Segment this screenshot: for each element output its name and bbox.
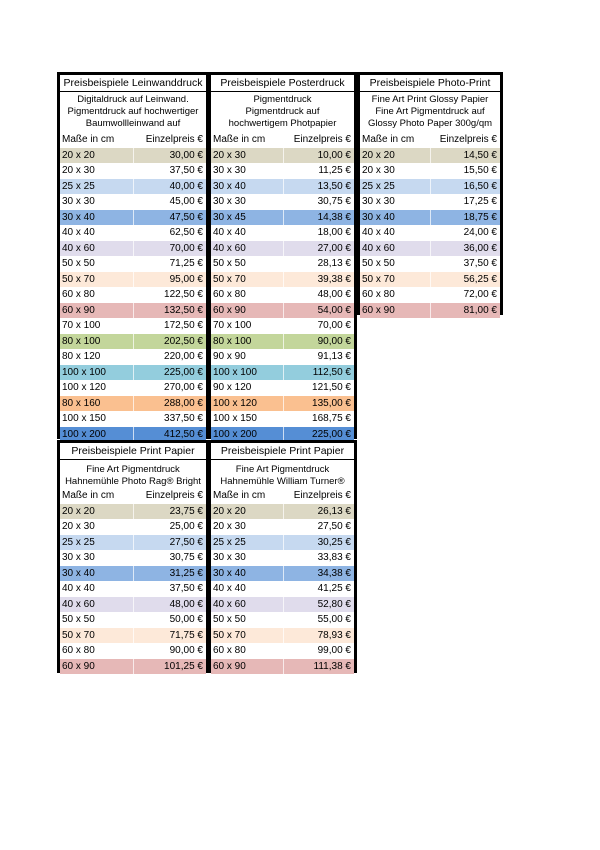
size-cell: 50 x 50 bbox=[211, 612, 284, 628]
size-cell: 60 x 80 bbox=[211, 287, 284, 303]
column-header-price: Einzelpreis € bbox=[284, 132, 354, 148]
price-table-print-papier-rag bbox=[57, 440, 209, 673]
price-cell: 45,00 € bbox=[169, 196, 203, 207]
table-row bbox=[360, 194, 500, 210]
price-cell: 18,00 € bbox=[317, 227, 351, 238]
table-row bbox=[60, 194, 206, 210]
size-cell: 100 x 150 bbox=[211, 411, 284, 427]
table-row bbox=[60, 411, 206, 427]
price-cell: 71,75 € bbox=[134, 628, 206, 644]
price-table-leinwand bbox=[57, 72, 209, 439]
table-row bbox=[211, 411, 354, 427]
size-cell: 30 x 40 bbox=[60, 566, 134, 582]
size-cell: 80 x 160 bbox=[60, 396, 134, 412]
price-cell: 26,13 € bbox=[284, 504, 354, 520]
size-cell: 100 x 200 bbox=[60, 427, 134, 443]
table-row bbox=[360, 272, 500, 288]
price-cell: 15,50 € bbox=[463, 165, 497, 176]
table-row bbox=[360, 256, 500, 272]
price-cell: 25,00 € bbox=[169, 521, 203, 532]
table-row bbox=[211, 349, 354, 365]
price-cell: 30,75 € bbox=[317, 196, 351, 207]
table-row bbox=[60, 303, 206, 319]
price-cell: 55,00 € bbox=[317, 614, 351, 625]
price-cell: 30,25 € bbox=[284, 535, 354, 551]
size-cell: 40 x 40 bbox=[211, 581, 284, 597]
table-row bbox=[211, 643, 354, 659]
table-row bbox=[60, 225, 206, 241]
price-cell: 48,00 € bbox=[317, 289, 351, 300]
size-cell: 20 x 30 bbox=[360, 163, 431, 179]
size-cell: 20 x 30 bbox=[211, 519, 284, 535]
price-cell: 18,75 € bbox=[431, 210, 500, 226]
price-cell: 225,00 € bbox=[134, 365, 206, 381]
price-cell: 78,93 € bbox=[284, 628, 354, 644]
size-cell: 80 x 100 bbox=[211, 334, 284, 350]
size-cell: 60 x 80 bbox=[360, 287, 431, 303]
price-cell: 28,13 € bbox=[317, 258, 351, 269]
table-header bbox=[211, 132, 354, 148]
table-row bbox=[60, 241, 206, 257]
size-cell: 60 x 90 bbox=[60, 659, 134, 675]
price-cell: 33,83 € bbox=[317, 552, 351, 563]
price-cell: 122,50 € bbox=[164, 289, 203, 300]
table-row bbox=[211, 210, 354, 226]
size-cell: 80 x 100 bbox=[60, 334, 134, 350]
size-cell: 60 x 80 bbox=[60, 287, 134, 303]
size-cell: 60 x 80 bbox=[211, 643, 284, 659]
size-cell: 30 x 30 bbox=[211, 194, 284, 210]
table-row bbox=[211, 504, 354, 520]
description-line: Pigmentdruck auf bbox=[245, 106, 320, 117]
size-cell: 20 x 20 bbox=[211, 504, 284, 520]
size-cell: 40 x 60 bbox=[211, 241, 284, 257]
size-cell: 50 x 50 bbox=[60, 256, 134, 272]
price-cell: 30,00 € bbox=[134, 148, 206, 164]
price-cell: 14,50 € bbox=[431, 148, 500, 164]
price-table-poster bbox=[208, 72, 357, 439]
size-cell: 30 x 30 bbox=[60, 550, 134, 566]
table-title: Preisbeispiele Print Papier bbox=[60, 443, 206, 460]
price-cell: 62,50 € bbox=[169, 227, 203, 238]
size-cell: 40 x 40 bbox=[60, 225, 134, 241]
size-cell: 25 x 25 bbox=[60, 179, 134, 195]
size-cell: 50 x 70 bbox=[211, 628, 284, 644]
size-cell: 60 x 80 bbox=[60, 643, 134, 659]
size-cell: 20 x 30 bbox=[60, 163, 134, 179]
table-row bbox=[60, 210, 206, 226]
table-row bbox=[211, 256, 354, 272]
size-cell: 20 x 20 bbox=[60, 504, 134, 520]
size-cell: 30 x 30 bbox=[60, 194, 134, 210]
table-header bbox=[60, 132, 206, 148]
size-cell: 25 x 25 bbox=[211, 535, 284, 551]
table-row bbox=[211, 566, 354, 582]
table-title: Preisbeispiele Leinwanddruck bbox=[60, 75, 206, 92]
description-line: Digitaldruck auf Leinwand. bbox=[77, 94, 189, 105]
price-cell: 135,00 € bbox=[284, 396, 354, 412]
description-line: Pigmentdruck auf hochwertiger bbox=[67, 106, 199, 117]
size-cell: 50 x 70 bbox=[60, 272, 134, 288]
price-cell: 31,25 € bbox=[134, 566, 206, 582]
size-cell: 100 x 100 bbox=[211, 365, 284, 381]
table-description bbox=[211, 460, 354, 488]
table-row bbox=[60, 581, 206, 597]
column-header-price: Einzelpreis € bbox=[134, 132, 206, 148]
table-row bbox=[360, 163, 500, 179]
table-row bbox=[60, 287, 206, 303]
table-row bbox=[211, 287, 354, 303]
size-cell: 30 x 30 bbox=[211, 550, 284, 566]
price-cell: 37,50 € bbox=[463, 258, 497, 269]
table-row bbox=[211, 581, 354, 597]
description-line: hochwertigem Photpapier bbox=[228, 118, 337, 129]
description-line: Fine Art Pigmentdruck auf bbox=[375, 106, 485, 117]
table-row bbox=[211, 163, 354, 179]
table-row bbox=[60, 334, 206, 350]
table-row bbox=[60, 535, 206, 551]
table-row bbox=[60, 643, 206, 659]
table-row bbox=[211, 550, 354, 566]
price-cell: 48,00 € bbox=[134, 597, 206, 613]
size-cell: 100 x 200 bbox=[211, 427, 284, 443]
description-line: Fine Art Pigmentdruck bbox=[235, 463, 330, 475]
table-header bbox=[360, 132, 500, 148]
table-title: Preisbeispiele Photo-Print bbox=[360, 75, 500, 92]
size-cell: 30 x 30 bbox=[211, 163, 284, 179]
price-cell: 30,75 € bbox=[169, 552, 203, 563]
size-cell: 70 x 100 bbox=[60, 318, 134, 334]
table-row bbox=[211, 628, 354, 644]
size-cell: 20 x 20 bbox=[360, 148, 431, 164]
price-cell: 10,00 € bbox=[284, 148, 354, 164]
table-row bbox=[60, 396, 206, 412]
size-cell: 100 x 120 bbox=[211, 396, 284, 412]
size-cell: 70 x 100 bbox=[211, 318, 284, 334]
table-row bbox=[211, 612, 354, 628]
table-row bbox=[60, 597, 206, 613]
table-header bbox=[211, 488, 354, 504]
table-row bbox=[60, 272, 206, 288]
table-row bbox=[60, 179, 206, 195]
size-cell: 25 x 25 bbox=[360, 179, 431, 195]
size-cell: 40 x 60 bbox=[60, 597, 134, 613]
column-header-price: Einzelpreis € bbox=[284, 488, 354, 504]
price-cell: 81,00 € bbox=[431, 303, 500, 319]
size-cell: 100 x 120 bbox=[60, 380, 134, 396]
size-cell: 50 x 70 bbox=[360, 272, 431, 288]
price-cell: 412,50 € bbox=[134, 427, 206, 443]
price-table-photo-print bbox=[357, 72, 503, 315]
description-line: Fine Art Print Glossy Papier bbox=[371, 94, 489, 105]
price-cell: 70,00 € bbox=[317, 320, 351, 331]
table-header bbox=[60, 488, 206, 504]
price-cell: 27,50 € bbox=[134, 535, 206, 551]
table-row bbox=[211, 535, 354, 551]
size-cell: 30 x 40 bbox=[211, 179, 284, 195]
table-row bbox=[211, 334, 354, 350]
price-cell: 70,00 € bbox=[134, 241, 206, 257]
price-cell: 13,50 € bbox=[284, 179, 354, 195]
price-cell: 47,50 € bbox=[134, 210, 206, 226]
size-cell: 20 x 30 bbox=[60, 519, 134, 535]
table-row bbox=[60, 550, 206, 566]
price-cell: 56,25 € bbox=[431, 272, 500, 288]
size-cell: 60 x 90 bbox=[60, 303, 134, 319]
table-row bbox=[211, 380, 354, 396]
price-cell: 101,25 € bbox=[134, 659, 206, 675]
description-line: Glossy Photo Paper 300g/qm bbox=[367, 118, 493, 129]
column-header-size: Maße in cm bbox=[360, 132, 431, 148]
table-row bbox=[360, 287, 500, 303]
table-row bbox=[60, 519, 206, 535]
price-cell: 40,00 € bbox=[134, 179, 206, 195]
size-cell: 80 x 120 bbox=[60, 349, 134, 365]
price-cell: 225,00 € bbox=[284, 427, 354, 443]
price-cell: 270,00 € bbox=[164, 382, 203, 393]
price-cell: 39,38 € bbox=[284, 272, 354, 288]
table-row bbox=[211, 365, 354, 381]
price-cell: 16,50 € bbox=[431, 179, 500, 195]
size-cell: 30 x 45 bbox=[211, 210, 284, 226]
table-row bbox=[60, 612, 206, 628]
size-cell: 50 x 70 bbox=[60, 628, 134, 644]
size-cell: 50 x 50 bbox=[360, 256, 431, 272]
price-cell: 95,00 € bbox=[134, 272, 206, 288]
size-cell: 50 x 70 bbox=[211, 272, 284, 288]
size-cell: 60 x 90 bbox=[211, 659, 284, 675]
price-cell: 50,00 € bbox=[169, 614, 203, 625]
price-cell: 37,50 € bbox=[169, 583, 203, 594]
price-cell: 337,50 € bbox=[164, 413, 203, 424]
column-header-size: Maße in cm bbox=[60, 132, 134, 148]
table-row bbox=[360, 210, 500, 226]
price-cell: 14,38 € bbox=[284, 210, 354, 226]
table-row bbox=[211, 241, 354, 257]
size-cell: 30 x 40 bbox=[360, 210, 431, 226]
price-cell: 220,00 € bbox=[164, 351, 203, 362]
table-row bbox=[211, 519, 354, 535]
price-cell: 36,00 € bbox=[431, 241, 500, 257]
price-cell: 24,00 € bbox=[463, 227, 497, 238]
price-cell: 172,50 € bbox=[164, 320, 203, 331]
table-description bbox=[60, 92, 206, 132]
table-row bbox=[360, 148, 500, 164]
price-cell: 288,00 € bbox=[134, 396, 206, 412]
size-cell: 40 x 60 bbox=[60, 241, 134, 257]
table-row bbox=[211, 303, 354, 319]
column-header-price: Einzelpreis € bbox=[431, 132, 500, 148]
table-row bbox=[60, 504, 206, 520]
size-cell: 40 x 40 bbox=[60, 581, 134, 597]
size-cell: 50 x 50 bbox=[60, 612, 134, 628]
table-row bbox=[60, 659, 206, 675]
price-cell: 90,00 € bbox=[284, 334, 354, 350]
size-cell: 100 x 100 bbox=[60, 365, 134, 381]
table-description bbox=[360, 92, 500, 132]
price-cell: 72,00 € bbox=[463, 289, 497, 300]
size-cell: 20 x 20 bbox=[60, 148, 134, 164]
price-cell: 27,50 € bbox=[317, 521, 351, 532]
price-cell: 121,50 € bbox=[312, 382, 351, 393]
table-row bbox=[60, 349, 206, 365]
price-cell: 132,50 € bbox=[134, 303, 206, 319]
size-cell: 20 x 30 bbox=[211, 148, 284, 164]
table-row bbox=[360, 179, 500, 195]
price-cell: 17,25 € bbox=[463, 196, 497, 207]
table-row bbox=[360, 303, 500, 319]
table-row bbox=[60, 365, 206, 381]
table-row bbox=[60, 566, 206, 582]
table-row bbox=[60, 628, 206, 644]
column-header-size: Maße in cm bbox=[211, 132, 284, 148]
price-cell: 71,25 € bbox=[169, 258, 203, 269]
column-header-size: Maße in cm bbox=[211, 488, 284, 504]
price-cell: 168,75 € bbox=[312, 413, 351, 424]
price-cell: 54,00 € bbox=[284, 303, 354, 319]
table-description bbox=[60, 460, 206, 488]
price-cell: 52,80 € bbox=[284, 597, 354, 613]
price-cell: 111,38 € bbox=[284, 659, 354, 675]
size-cell: 50 x 50 bbox=[211, 256, 284, 272]
size-cell: 60 x 90 bbox=[360, 303, 431, 319]
table-row bbox=[211, 194, 354, 210]
price-cell: 112,50 € bbox=[284, 365, 354, 381]
table-row bbox=[211, 179, 354, 195]
table-description bbox=[211, 92, 354, 132]
size-cell: 90 x 90 bbox=[211, 349, 284, 365]
description-line: Fine Art Pigmentdruck bbox=[86, 463, 180, 475]
size-cell: 40 x 60 bbox=[211, 597, 284, 613]
table-row bbox=[60, 318, 206, 334]
price-cell: 23,75 € bbox=[134, 504, 206, 520]
column-header-size: Maße in cm bbox=[60, 488, 134, 504]
price-cell: 11,25 € bbox=[318, 165, 351, 176]
description-line: Hahnemühle Photo Rag® Bright bbox=[65, 475, 201, 487]
table-row bbox=[211, 396, 354, 412]
description-line: Pigmentdruck bbox=[253, 94, 312, 105]
price-cell: 27,00 € bbox=[284, 241, 354, 257]
size-cell: 30 x 40 bbox=[211, 566, 284, 582]
price-cell: 99,00 € bbox=[317, 645, 351, 656]
price-table-print-papier-turner bbox=[208, 440, 357, 673]
table-row bbox=[60, 163, 206, 179]
size-cell: 40 x 60 bbox=[360, 241, 431, 257]
table-row bbox=[211, 659, 354, 675]
size-cell: 40 x 40 bbox=[211, 225, 284, 241]
table-row bbox=[211, 318, 354, 334]
table-row bbox=[60, 256, 206, 272]
size-cell: 60 x 90 bbox=[211, 303, 284, 319]
size-cell: 30 x 30 bbox=[360, 194, 431, 210]
table-title: Preisbeispiele Posterdruck bbox=[211, 75, 354, 92]
table-title: Preisbeispiele Print Papier bbox=[211, 443, 354, 460]
price-cell: 34,38 € bbox=[284, 566, 354, 582]
size-cell: 100 x 150 bbox=[60, 411, 134, 427]
price-cell: 90,00 € bbox=[169, 645, 203, 656]
price-cell: 202,50 € bbox=[134, 334, 206, 350]
price-cell: 37,50 € bbox=[169, 165, 203, 176]
size-cell: 30 x 40 bbox=[60, 210, 134, 226]
price-cell: 91,13 € bbox=[317, 351, 351, 362]
column-header-price: Einzelpreis € bbox=[134, 488, 206, 504]
size-cell: 25 x 25 bbox=[60, 535, 134, 551]
table-row bbox=[60, 148, 206, 164]
size-cell: 40 x 40 bbox=[360, 225, 431, 241]
table-row bbox=[211, 272, 354, 288]
table-row bbox=[360, 241, 500, 257]
table-row bbox=[211, 597, 354, 613]
description-line: Hahnemühle William Turner® bbox=[220, 475, 345, 487]
table-row bbox=[60, 380, 206, 396]
price-cell: 41,25 € bbox=[317, 583, 351, 594]
table-row bbox=[211, 148, 354, 164]
description-line: Baumwollleinwand auf bbox=[85, 118, 181, 129]
table-row bbox=[211, 225, 354, 241]
table-row bbox=[360, 225, 500, 241]
size-cell: 90 x 120 bbox=[211, 380, 284, 396]
